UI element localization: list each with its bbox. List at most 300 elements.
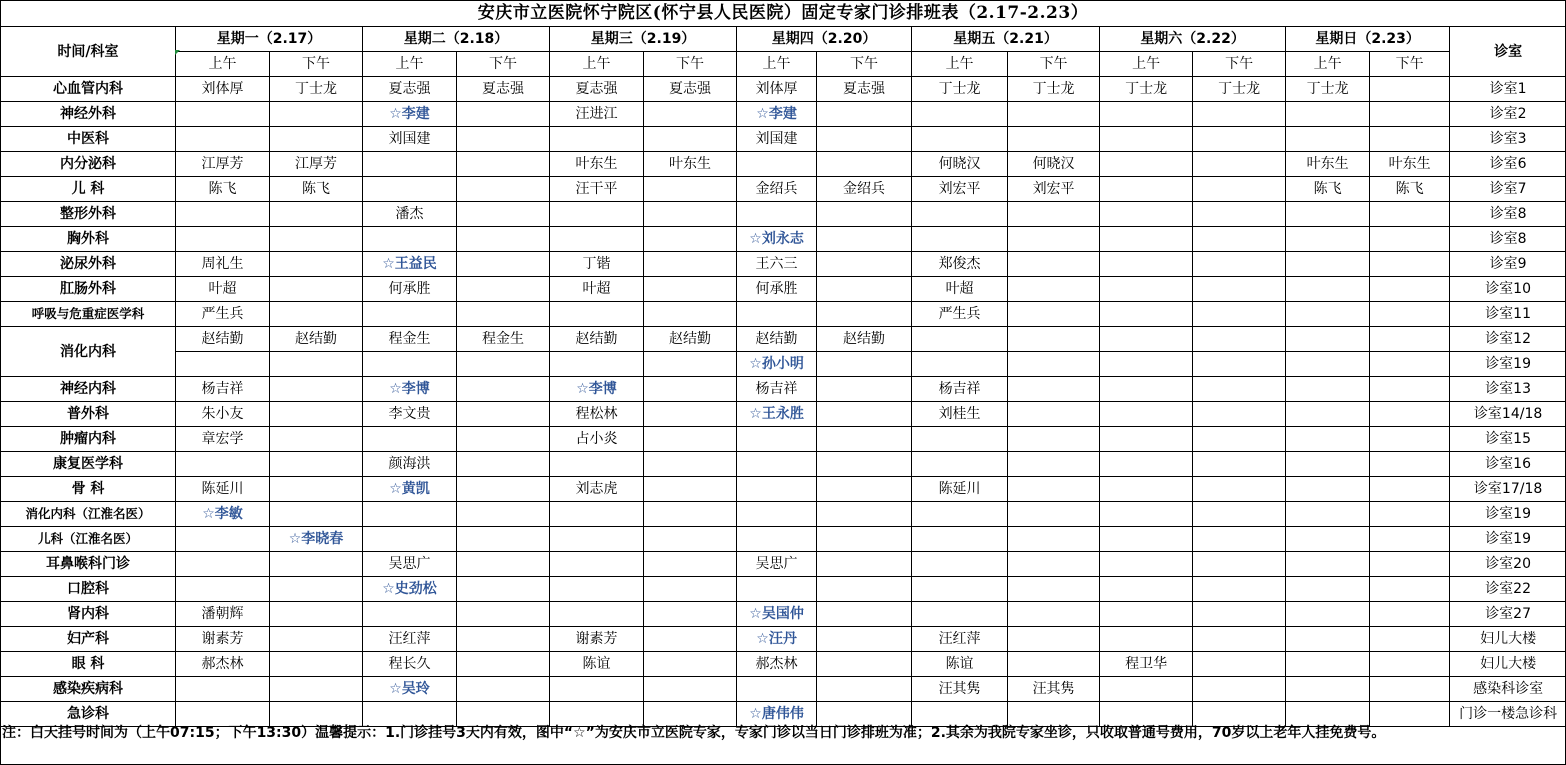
schedule-cell <box>1008 627 1100 652</box>
dept-cell: 肿瘤内科 <box>1 427 176 452</box>
schedule-cell: 汪进江 <box>550 102 644 127</box>
schedule-cell <box>1100 477 1193 502</box>
schedule-cell <box>1286 652 1370 677</box>
day-header: 星期三（2.19） <box>550 27 737 52</box>
schedule-cell <box>644 127 737 152</box>
room-cell: 诊室11 <box>1450 302 1566 327</box>
schedule-cell <box>1193 352 1286 377</box>
session-pm-header: 下午 <box>1193 52 1286 77</box>
schedule-cell <box>1286 452 1370 477</box>
schedule-cell: 占小炎 <box>550 427 644 452</box>
schedule-cell <box>644 527 737 552</box>
schedule-cell <box>1008 202 1100 227</box>
schedule-cell <box>817 252 912 277</box>
table-row <box>1 377 1566 402</box>
room-cell: 诊室13 <box>1450 377 1566 402</box>
room-cell: 诊室27 <box>1450 602 1566 627</box>
schedule-cell: ☆孙小明 <box>737 352 817 377</box>
schedule-cell: 颜海洪 <box>363 452 457 477</box>
schedule-cell <box>550 202 644 227</box>
schedule-cell <box>1100 202 1193 227</box>
session-am-header: 上午 <box>737 52 817 77</box>
schedule-cell <box>176 552 270 577</box>
table-header <box>1 27 1566 77</box>
schedule-cell <box>457 702 550 727</box>
header-corner: 时间/科室 <box>1 27 176 77</box>
schedule-cell <box>270 677 363 702</box>
schedule-cell: 陈谊 <box>912 652 1008 677</box>
schedule-cell <box>912 452 1008 477</box>
schedule-cell: 汪其隽 <box>912 677 1008 702</box>
schedule-cell: ☆王永胜 <box>737 402 817 427</box>
schedule-cell <box>550 227 644 252</box>
schedule-cell <box>1370 702 1450 727</box>
schedule-cell: ☆唐伟伟 <box>737 702 817 727</box>
schedule-cell: 江厚芳 <box>176 152 270 177</box>
schedule-cell <box>1100 352 1193 377</box>
schedule-cell: 程卫华 <box>1100 652 1193 677</box>
table-row <box>1 402 1566 427</box>
schedule-cell <box>1193 277 1286 302</box>
schedule-cell <box>817 302 912 327</box>
schedule-cell <box>1100 127 1193 152</box>
schedule-cell <box>644 627 737 652</box>
schedule-cell: 丁士龙 <box>270 77 363 102</box>
schedule-cell <box>270 227 363 252</box>
schedule-cell <box>1370 277 1450 302</box>
schedule-cell: ☆李敏 <box>176 502 270 527</box>
schedule-cell <box>550 677 644 702</box>
schedule-cell <box>1193 602 1286 627</box>
schedule-cell <box>1370 602 1450 627</box>
schedule-cell: 丁士龙 <box>912 77 1008 102</box>
table-row <box>1 77 1566 102</box>
room-cell: 诊室3 <box>1450 127 1566 152</box>
schedule-cell <box>644 702 737 727</box>
session-pm-header: 下午 <box>270 52 363 77</box>
schedule-cell <box>1286 577 1370 602</box>
session-am-header: 上午 <box>1100 52 1193 77</box>
schedule-cell <box>817 427 912 452</box>
schedule-cell <box>817 602 912 627</box>
schedule-cell: 夏志强 <box>363 77 457 102</box>
day-header: 星期五（2.21） <box>912 27 1100 52</box>
schedule-cell <box>1193 702 1286 727</box>
schedule-cell <box>644 377 737 402</box>
schedule-cell <box>1100 552 1193 577</box>
session-pm-header: 下午 <box>1008 52 1100 77</box>
schedule-cell <box>1370 677 1450 702</box>
session-pm-header: 下午 <box>1370 52 1450 77</box>
schedule-cell <box>1008 652 1100 677</box>
schedule-cell <box>1100 227 1193 252</box>
schedule-cell <box>1193 152 1286 177</box>
schedule-cell: 朱小友 <box>176 402 270 427</box>
schedule-cell <box>457 677 550 702</box>
schedule-cell: 夏志强 <box>817 77 912 102</box>
session-am-header: 上午 <box>176 52 270 77</box>
schedule-cell <box>550 527 644 552</box>
schedule-cell: 丁士龙 <box>1008 77 1100 102</box>
schedule-cell <box>457 302 550 327</box>
schedule-cell <box>1100 452 1193 477</box>
schedule-cell <box>1008 277 1100 302</box>
schedule-cell <box>1193 452 1286 477</box>
schedule-cell: 汪红萍 <box>912 627 1008 652</box>
schedule-cell <box>1370 352 1450 377</box>
schedule-cell: 丁锴 <box>550 252 644 277</box>
schedule-cell <box>1100 427 1193 452</box>
schedule-cell <box>1370 202 1450 227</box>
schedule-cell: 刘国建 <box>737 127 817 152</box>
dept-cell: 耳鼻喉科门诊 <box>1 552 176 577</box>
schedule-cell <box>1008 477 1100 502</box>
schedule-cell <box>912 202 1008 227</box>
schedule-cell <box>363 152 457 177</box>
schedule-cell: 刘体厚 <box>176 77 270 102</box>
schedule-cell <box>1100 602 1193 627</box>
dept-cell: 普外科 <box>1 402 176 427</box>
schedule-cell <box>457 402 550 427</box>
schedule-cell <box>270 252 363 277</box>
schedule-cell <box>270 102 363 127</box>
schedule-cell <box>270 552 363 577</box>
schedule-cell <box>817 202 912 227</box>
table-row <box>1 652 1566 677</box>
schedule-cell: 陈延川 <box>176 477 270 502</box>
room-cell: 诊室8 <box>1450 227 1566 252</box>
schedule-cell <box>1286 277 1370 302</box>
schedule-cell <box>644 452 737 477</box>
table-row <box>1 552 1566 577</box>
schedule-cell <box>1100 327 1193 352</box>
schedule-cell <box>817 552 912 577</box>
schedule-cell <box>1008 127 1100 152</box>
schedule-cell: 陈飞 <box>1370 177 1450 202</box>
schedule-cell <box>817 502 912 527</box>
dept-cell: 胸外科 <box>1 227 176 252</box>
schedule-cell <box>457 652 550 677</box>
schedule-cell <box>1370 102 1450 127</box>
schedule-cell <box>1193 652 1286 677</box>
schedule-table <box>0 26 1566 727</box>
room-cell: 妇儿大楼 <box>1450 652 1566 677</box>
schedule-cell: 郝杰林 <box>737 652 817 677</box>
dept-cell: 眼 科 <box>1 652 176 677</box>
schedule-cell: 夏志强 <box>550 77 644 102</box>
schedule-cell <box>1370 227 1450 252</box>
schedule-cell: 丁士龙 <box>1100 77 1193 102</box>
schedule-cell <box>550 552 644 577</box>
room-cell: 诊室6 <box>1450 152 1566 177</box>
schedule-cell <box>270 702 363 727</box>
room-cell: 诊室7 <box>1450 177 1566 202</box>
table-row <box>1 177 1566 202</box>
schedule-cell <box>644 402 737 427</box>
schedule-cell: 杨吉祥 <box>912 377 1008 402</box>
schedule-cell <box>1008 352 1100 377</box>
schedule-cell <box>1193 402 1286 427</box>
schedule-cell <box>1100 627 1193 652</box>
schedule-cell: 章宏学 <box>176 427 270 452</box>
room-cell: 诊室15 <box>1450 427 1566 452</box>
schedule-cell <box>1100 177 1193 202</box>
schedule-cell: 陈谊 <box>550 652 644 677</box>
schedule-cell <box>1193 327 1286 352</box>
schedule-cell: 夏志强 <box>457 77 550 102</box>
schedule-cell <box>550 502 644 527</box>
schedule-cell: 汪红萍 <box>363 627 457 652</box>
day-header: 星期二（2.18） <box>363 27 550 52</box>
schedule-cell <box>737 152 817 177</box>
schedule-cell <box>457 152 550 177</box>
schedule-cell: 何承胜 <box>737 277 817 302</box>
dept-cell: 心血管内科 <box>1 77 176 102</box>
schedule-cell <box>912 552 1008 577</box>
day-header: 星期日（2.23） <box>1286 27 1450 52</box>
schedule-cell <box>644 302 737 327</box>
schedule-cell <box>644 477 737 502</box>
schedule-cell <box>817 152 912 177</box>
dept-cell: 骨 科 <box>1 477 176 502</box>
schedule-cell <box>363 602 457 627</box>
dept-cell: 儿 科 <box>1 177 176 202</box>
room-cell: 诊室12 <box>1450 327 1566 352</box>
dept-cell: 肛肠外科 <box>1 277 176 302</box>
day-header: 星期六（2.22） <box>1100 27 1286 52</box>
schedule-cell: 杨吉祥 <box>737 377 817 402</box>
schedule-cell <box>644 227 737 252</box>
schedule-cell <box>1008 452 1100 477</box>
schedule-cell <box>1193 202 1286 227</box>
schedule-cell <box>176 102 270 127</box>
schedule-cell <box>1370 427 1450 452</box>
schedule-cell <box>1286 352 1370 377</box>
dept-cell: 肾内科 <box>1 602 176 627</box>
schedule-cell <box>1370 327 1450 352</box>
schedule-cell <box>912 127 1008 152</box>
schedule-cell <box>1370 377 1450 402</box>
schedule-cell: 潘杰 <box>363 202 457 227</box>
schedule-cell <box>363 352 457 377</box>
schedule-cell <box>1008 502 1100 527</box>
room-cell: 诊室19 <box>1450 527 1566 552</box>
room-cell: 诊室20 <box>1450 552 1566 577</box>
schedule-cell <box>550 577 644 602</box>
schedule-cell: 陈飞 <box>176 177 270 202</box>
schedule-cell: ☆刘永志 <box>737 227 817 252</box>
schedule-cell <box>1286 602 1370 627</box>
footnote: 注：白天挂号时间为（上午07:15；下午13:30）温馨提示：1.门诊挂号3天内有效，图中“☆”为安庆市立医院专家，专家门诊以当日门诊排班为准；2.其余为我院专家坐诊，只收取普通号费用，70岁以上老年人挂免费号。 <box>2 725 1386 741</box>
schedule-cell <box>1100 102 1193 127</box>
schedule-cell: 刘宏平 <box>912 177 1008 202</box>
table-row <box>1 302 1566 327</box>
table-row <box>1 527 1566 552</box>
schedule-cell <box>1008 302 1100 327</box>
room-cell: 诊室22 <box>1450 577 1566 602</box>
schedule-cell <box>1100 377 1193 402</box>
table-row <box>1 702 1566 727</box>
schedule-cell: 刘体厚 <box>737 77 817 102</box>
dept-cell: 泌尿外科 <box>1 252 176 277</box>
schedule-cell <box>817 377 912 402</box>
schedule-cell <box>737 527 817 552</box>
schedule-cell: ☆吴国仲 <box>737 602 817 627</box>
page-title: 安庆市立医院怀宁院区(怀宁县人民医院）固定专家门诊排班表（2.17-2.23） <box>477 3 1089 23</box>
schedule-cell <box>1193 427 1286 452</box>
schedule-cell: 江厚芳 <box>270 152 363 177</box>
schedule-cell: 刘桂生 <box>912 402 1008 427</box>
schedule-cell: ☆黄凯 <box>363 477 457 502</box>
dept-cell: 消化内科（江淮名医） <box>1 502 176 527</box>
schedule-cell <box>550 127 644 152</box>
schedule-cell <box>550 302 644 327</box>
room-cell: 门诊一楼急诊科 <box>1450 702 1566 727</box>
schedule-cell <box>1370 652 1450 677</box>
schedule-cell <box>270 602 363 627</box>
schedule-cell <box>912 602 1008 627</box>
room-cell: 诊室17/18 <box>1450 477 1566 502</box>
schedule-cell: 夏志强 <box>644 77 737 102</box>
schedule-cell <box>1008 552 1100 577</box>
schedule-cell: 谢素芳 <box>550 627 644 652</box>
schedule-cell <box>1286 252 1370 277</box>
schedule-cell <box>1193 127 1286 152</box>
room-cell: 诊室8 <box>1450 202 1566 227</box>
schedule-cell: 程松林 <box>550 402 644 427</box>
room-cell: 妇儿大楼 <box>1450 627 1566 652</box>
schedule-cell <box>644 427 737 452</box>
schedule-cell <box>363 302 457 327</box>
schedule-cell <box>644 102 737 127</box>
schedule-cell <box>1008 102 1100 127</box>
schedule-cell: 叶东生 <box>644 152 737 177</box>
schedule-cell <box>176 227 270 252</box>
session-am-header: 上午 <box>1286 52 1370 77</box>
schedule-cell <box>1286 327 1370 352</box>
schedule-cell <box>1370 77 1450 102</box>
schedule-cell <box>1286 427 1370 452</box>
dept-cell: 感染疾病科 <box>1 677 176 702</box>
schedule-cell <box>176 352 270 377</box>
schedule-cell <box>912 102 1008 127</box>
schedule-cell <box>817 477 912 502</box>
table-row <box>1 102 1566 127</box>
schedule-cell: 赵结勤 <box>550 327 644 352</box>
schedule-cell <box>1286 477 1370 502</box>
session-pm-header: 下午 <box>817 52 912 77</box>
schedule-cell <box>176 527 270 552</box>
schedule-cell <box>550 452 644 477</box>
table-row <box>1 352 1566 377</box>
schedule-cell <box>817 527 912 552</box>
table-row <box>1 602 1566 627</box>
schedule-cell: 陈延川 <box>912 477 1008 502</box>
schedule-cell <box>1100 152 1193 177</box>
room-cell: 诊室19 <box>1450 352 1566 377</box>
schedule-cell <box>270 202 363 227</box>
session-am-header: 上午 <box>550 52 644 77</box>
schedule-cell <box>737 427 817 452</box>
schedule-cell <box>270 502 363 527</box>
schedule-cell <box>270 377 363 402</box>
schedule-cell: 何晓汉 <box>912 152 1008 177</box>
schedule-cell <box>1193 527 1286 552</box>
schedule-cell <box>1100 502 1193 527</box>
schedule-cell: ☆李晓春 <box>270 527 363 552</box>
schedule-cell <box>457 627 550 652</box>
schedule-cell <box>1286 552 1370 577</box>
schedule-cell: 刘宏平 <box>1008 177 1100 202</box>
table-row <box>1 252 1566 277</box>
schedule-cell <box>176 577 270 602</box>
schedule-cell <box>176 677 270 702</box>
schedule-cell <box>270 302 363 327</box>
schedule-cell <box>457 127 550 152</box>
schedule-cell: 叶超 <box>912 277 1008 302</box>
schedule-cell: 陈飞 <box>1286 177 1370 202</box>
schedule-cell: ☆王益民 <box>363 252 457 277</box>
schedule-cell <box>1193 502 1286 527</box>
table-row <box>1 677 1566 702</box>
schedule-cell <box>270 352 363 377</box>
schedule-cell: 程金生 <box>363 327 457 352</box>
schedule-cell <box>817 227 912 252</box>
schedule-cell <box>1370 627 1450 652</box>
schedule-cell <box>1193 677 1286 702</box>
dept-cell: 儿科（江淮名医） <box>1 527 176 552</box>
schedule-cell <box>737 452 817 477</box>
schedule-cell <box>550 352 644 377</box>
schedule-cell <box>363 427 457 452</box>
schedule-cell: 叶东生 <box>1286 152 1370 177</box>
schedule-cell <box>912 702 1008 727</box>
schedule-cell: 吴思广 <box>363 552 457 577</box>
schedule-cell <box>912 427 1008 452</box>
schedule-cell <box>1008 427 1100 452</box>
schedule-cell <box>644 602 737 627</box>
schedule-cell <box>176 702 270 727</box>
schedule-cell <box>176 127 270 152</box>
table-row <box>1 477 1566 502</box>
schedule-cell <box>1193 177 1286 202</box>
schedule-cell <box>550 702 644 727</box>
schedule-cell <box>1370 502 1450 527</box>
day-header: 星期一（2.17） <box>176 27 363 52</box>
schedule-cell: 陈飞 <box>270 177 363 202</box>
schedule-cell: 谢素芳 <box>176 627 270 652</box>
schedule-cell: 汪干平 <box>550 177 644 202</box>
room-cell: 诊室2 <box>1450 102 1566 127</box>
schedule-cell: 吴思广 <box>737 552 817 577</box>
schedule-cell <box>817 277 912 302</box>
schedule-cell: ☆汪丹 <box>737 627 817 652</box>
schedule-cell <box>457 527 550 552</box>
schedule-cell: 叶东生 <box>550 152 644 177</box>
schedule-cell: 叶超 <box>550 277 644 302</box>
room-cell: 诊室19 <box>1450 502 1566 527</box>
schedule-cell <box>1286 527 1370 552</box>
table-row <box>1 502 1566 527</box>
header-row-sessions <box>1 52 1566 77</box>
cell-marker <box>175 50 180 55</box>
schedule-cell <box>1008 702 1100 727</box>
schedule-cell <box>1008 527 1100 552</box>
schedule-cell <box>1193 552 1286 577</box>
schedule-cell <box>1370 402 1450 427</box>
dept-cell: 中医科 <box>1 127 176 152</box>
header-row-days <box>1 27 1566 52</box>
